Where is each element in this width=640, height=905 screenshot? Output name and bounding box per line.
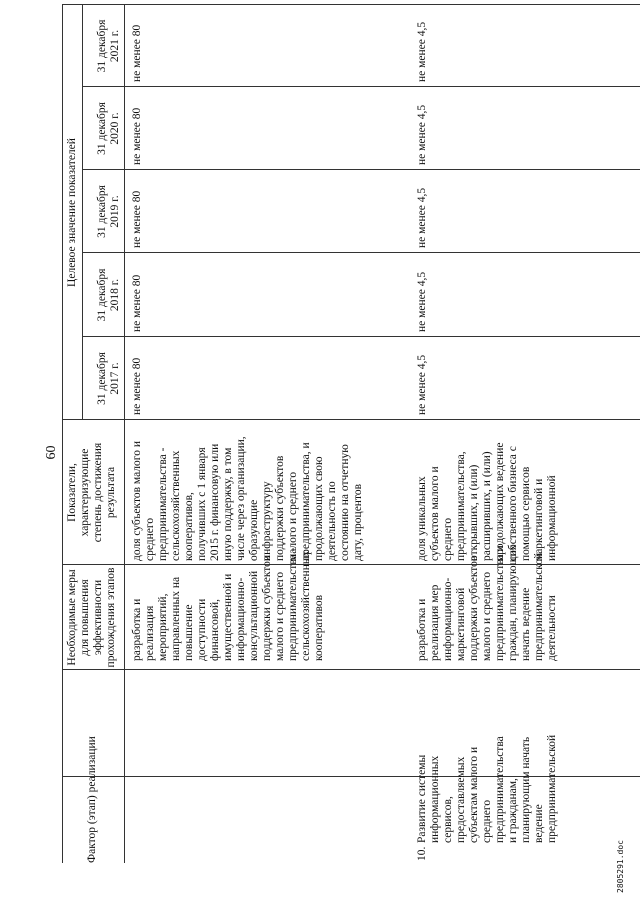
row-value: не менее 4,5 [416,21,428,82]
row-value: не менее 80 [131,274,143,332]
table-top-rule [62,5,63,863]
row-factor: Развитие системы информационных сервисов, предоставляемых субъектам малого и среднего предпринимательства и гражданам, планирующим начать ведение предпринимательской [416,734,558,843]
header-target-values: Целевое значение показателей [66,138,78,287]
row-value: не менее 80 [131,357,143,415]
header-year: 31 декабря 2019 г. [96,185,121,238]
row-value: не менее 80 [131,190,143,248]
header-year: 31 декабря 2017 г. [96,352,121,405]
row-value: не менее 80 [131,107,143,165]
column-divider [82,252,640,253]
header-measures: Необходимые меры для повышения эффективности прохождения этапов [66,567,117,668]
row-value: не менее 4,5 [416,271,428,332]
header-factor: Фактор (этап) реализации [86,736,98,863]
target-group-rule [82,4,83,420]
row-value: не менее 4,5 [416,187,428,248]
row-value: не менее 4,5 [416,354,428,415]
column-divider [62,669,640,670]
row-indicator: доля уникальных субъектов малого и среднего предпринимательства, открывших, и (или) расширивших, и (или) продолжающих ведение собственного бизнеса с помощью сервисов маркетинговой и информационной [416,442,558,561]
row-indicator: доля субъектов малого и среднего предпринимательства - сельскохозяйственных кооперативов, получивших с 1 января 2015 г. финансовую или иную поддержку, в том числе через организации, образующие инфраструктуру поддержки субъектов малого и среднего предпринимательства, и продолжающих свою деятельность по состоянию на отчетную дату, процентов [131,436,364,561]
header-year: 31 декабря 2021 г. [96,19,121,73]
table-right-border [62,4,640,5]
column-divider [82,169,640,170]
header-year: 31 декабря 2020 г. [96,102,121,155]
row-value: не менее 80 [131,24,143,82]
row-number: 10. [416,846,428,861]
header-bottom-rule [124,5,125,863]
column-divider [62,419,640,420]
footer-filename: 2805291.doc [616,840,625,893]
column-divider [82,336,640,337]
header-year: 31 декабря 2018 г. [96,268,121,322]
header-indicators: Показатели, характеризующие степень достижения результата [66,442,117,543]
row-measures: разработка и реализация мер информационно- маркетинговой поддержки субъектов малого и среднего предпринимательства и граждан, планирующих начать ведение предпринимательской деятельности [416,544,558,661]
page-number: 60 [44,445,59,460]
row-measures: разработка и реализация мероприятий, направленных на повышение доступности финансовой, имущественной и информационно- консультационной поддержки субъектов малого и среднего предпринимательства - сельскохозяйственных кооперативов [131,547,325,661]
row-value: не менее 4,5 [416,104,428,165]
column-divider [82,86,640,87]
